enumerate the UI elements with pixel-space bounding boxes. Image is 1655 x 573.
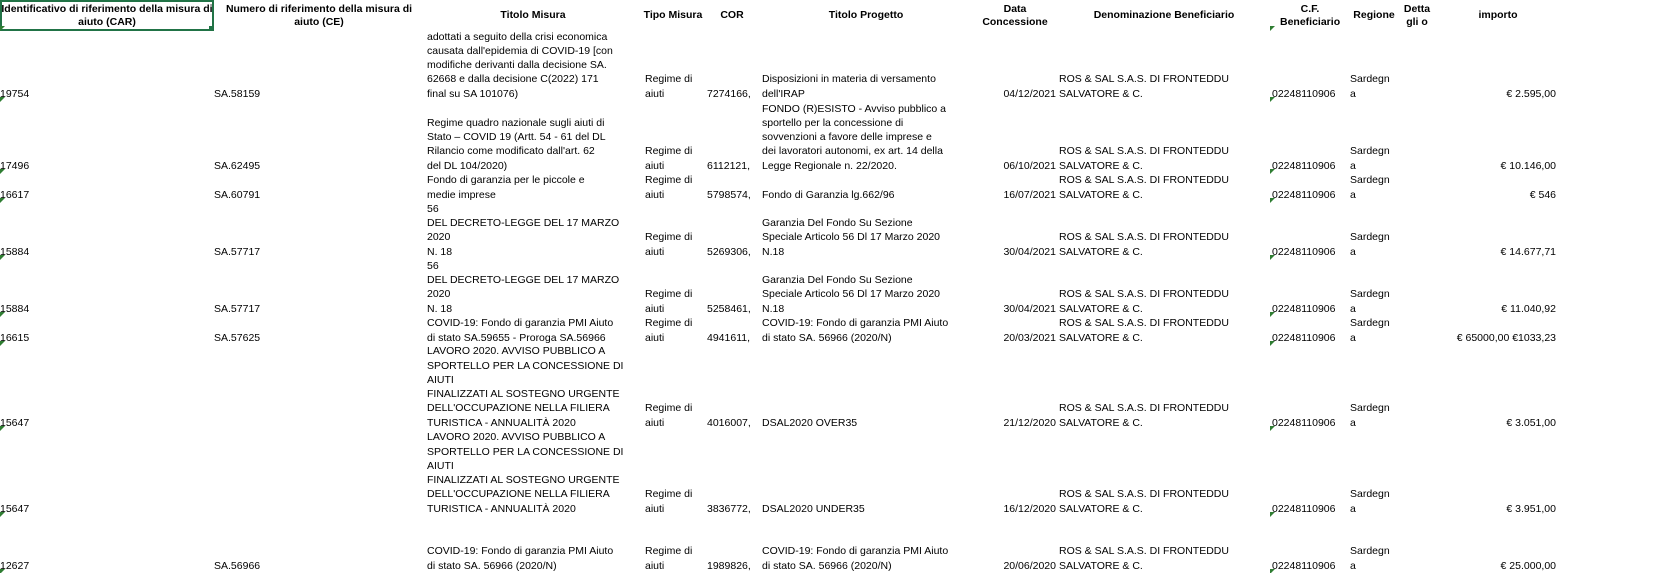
cell-cf-text: 02248110906 [1272,502,1336,515]
cell-titolo-progetto[interactable] [762,202,972,259]
table-row [0,430,1655,516]
cell-data[interactable] [972,430,1056,516]
cell-car-text: 15884 [0,245,30,258]
cell-cf[interactable] [1272,430,1350,516]
header-ce[interactable] [214,0,424,31]
cell-titolo-progetto-text: COVID-19: Fondo di garanzia PMI Aiuto di stato SA. 56966 (2020/N) [762,317,949,344]
cell-titolo-misura[interactable] [427,31,642,101]
cell-cf[interactable] [1272,316,1350,345]
cell-car-text: 16615 [0,331,30,344]
cell-titolo-progetto-text: Fondo di Garanzia lg.662/96 [762,188,895,201]
cell-car[interactable] [0,430,212,516]
table-row [0,101,1655,173]
cell-regione-text: Sardegn a [1350,488,1390,515]
cell-titolo-misura-text: LAVORO 2020. AVVISO PUBBLICO A SPORTELLO PER LA CONCESSIONE DI AIUTI FINALIZZATI AL SOSTEGNO URGENTE DELL'OCCUPAZIONE NELLA FILIERA TURISTICA - ANNUALITÀ 2020 [427,431,624,515]
cell-data[interactable] [972,516,1056,573]
cell-importo-text: € 3.951,00 [1506,502,1556,515]
header-dettagli-label: Dettagli o [1403,3,1431,28]
cell-titolo-misura-text: Fondo di garanzia per le piccole e medie imprese [427,174,585,201]
cell-importo[interactable] [1436,316,1556,345]
cell-cf-text: 02248110906 [1272,87,1336,100]
cell-regione-text: Sardegn a [1350,288,1390,315]
cell-tipo-misura-text: Regime di aiuti [645,402,693,429]
cell-data[interactable] [972,31,1056,101]
cell-denominazione-text: ROS & SAL S.A.S. DI FRONTEDDU SALVATORE & C. [1059,488,1229,515]
cell-car-text: 16617 [0,188,30,201]
cell-titolo-misura-text: Regime quadro nazionale sugli aiuti di Stato – COVID 19 (Artt. 54 - 61 del DL Rilancio come modificato dall'art. 62 del DL 104/2020) [427,116,606,172]
cell-titolo-progetto[interactable] [762,173,972,202]
cell-titolo-misura-text: COVID-19: Fondo di garanzia PMI Aiuto di stato SA.59655 - Proroga SA.56966 [427,317,614,344]
header-importo[interactable] [1436,0,1560,31]
header-cor[interactable] [704,0,760,31]
cell-cf[interactable] [1272,101,1350,173]
cell-cor-text: 5258461, [707,302,751,315]
cell-cf-text: 02248110906 [1272,416,1336,429]
cell-denominazione[interactable] [1059,516,1270,573]
cell-data-text: 30/04/2021 [1003,302,1056,315]
header-titolo-progetto-label: Titolo Progetto [828,9,904,22]
cell-tipo-misura[interactable] [645,430,705,516]
cell-tipo-misura[interactable] [645,316,705,345]
table-row [0,202,1655,259]
header-titolo-misura[interactable] [424,0,642,31]
cell-ce[interactable] [214,430,424,516]
cell-car[interactable] [0,345,212,430]
cell-denominazione[interactable] [1059,202,1270,259]
cell-data[interactable] [972,345,1056,430]
cell-titolo-progetto[interactable] [762,345,972,430]
cell-titolo-progetto[interactable] [762,316,972,345]
cell-tipo-misura-text: Regime di aiuti [645,488,693,515]
cell-cor[interactable] [707,516,760,573]
cell-titolo-misura[interactable] [427,430,642,516]
cell-data-text: 06/10/2021 [1003,159,1056,172]
cell-cf-text: 02248110906 [1272,159,1336,172]
cell-flag-icon [0,569,5,573]
cell-tipo-misura-text: Regime di aiuti [645,231,693,258]
cell-cor[interactable] [707,202,760,259]
cell-tipo-misura[interactable] [645,31,705,101]
cell-ce-text: SA.57717 [214,302,261,315]
cell-importo[interactable] [1436,345,1556,430]
cell-ce-text: SA.62495 [214,159,261,172]
header-cf-label: C.F. Beneficiario [1280,3,1341,28]
cell-regione-text: Sardegn a [1350,73,1390,100]
cell-car[interactable] [0,31,212,101]
header-tipo-misura-label: Tipo Misura [643,9,703,22]
cell-denominazione[interactable] [1059,316,1270,345]
cell-car[interactable] [0,101,212,173]
cell-regione-text: Sardegn a [1350,402,1390,429]
cell-tipo-misura-text: Regime di aiuti [645,545,693,572]
header-regione-label: Regione [1353,9,1395,22]
cell-titolo-misura[interactable] [427,516,642,573]
cell-cf[interactable] [1272,516,1350,573]
cell-car[interactable] [0,173,212,202]
cell-importo-text: € 3.051,00 [1506,416,1556,429]
cell-data[interactable] [972,101,1056,173]
cell-regione[interactable] [1350,31,1396,101]
cell-titolo-misura-text: 56 DEL DECRETO-LEGGE DEL 17 MARZO 2020 N. 18 [427,202,620,258]
cell-cf-text: 02248110906 [1272,188,1336,201]
cell-car-text: 15647 [0,416,30,429]
cell-data[interactable] [972,259,1056,316]
header-car[interactable] [0,0,214,31]
cell-ce[interactable] [214,202,424,259]
cell-regione-text: Sardegn a [1350,545,1390,572]
cell-titolo-progetto-text: FONDO (R)ESISTO - Avviso pubblico a sportello per la concessione di sovvenzioni a favore delle imprese e dei lavoratori autonomi, ex art. 14 della Legge Regionale n. 22/2020. [762,102,947,172]
cell-titolo-misura[interactable] [427,259,642,316]
cell-importo[interactable] [1436,259,1556,316]
cell-importo[interactable] [1436,516,1556,573]
cell-car[interactable] [0,516,212,573]
cell-denominazione[interactable] [1059,259,1270,316]
cell-titolo-progetto-text: COVID-19: Fondo di garanzia PMI Aiuto di stato SA. 56966 (2020/N) [762,545,949,572]
cell-regione-text: Sardegn a [1350,145,1390,172]
cell-ce-text: SA.57625 [214,331,261,344]
cell-flag-icon [1270,569,1275,573]
cell-tipo-misura[interactable] [645,345,705,430]
cell-denominazione[interactable] [1059,430,1270,516]
cell-regione[interactable] [1350,345,1396,430]
cell-titolo-misura[interactable] [427,316,642,345]
cell-titolo-misura-text: adottati a seguito della crisi economica causata dall'epidemia di COVID-19 [con modifiche derivanti dalla decisione SA. 62668 e dalla decisione C(2022) 171 final su SA 101076) [427,31,613,100]
cell-ce-text: SA.57717 [214,245,261,258]
cell-data-text: 30/04/2021 [1003,245,1056,258]
cell-titolo-progetto-text: Garanzia Del Fondo Su Sezione Speciale Articolo 56 Dl 17 Marzo 2020 N.18 [762,274,941,315]
cell-cor-text: 7274166, [707,87,751,100]
cell-titolo-progetto-text: Disposizioni in materia di versamento dell'IRAP [762,73,936,100]
header-titolo-progetto[interactable] [760,0,972,31]
cell-tipo-misura[interactable] [645,259,705,316]
cell-titolo-progetto-text: DSAL2020 UNDER35 [762,502,865,515]
cell-cf-text: 02248110906 [1272,245,1336,258]
cell-importo-text: € 546 [1529,188,1556,201]
cell-ce[interactable] [214,173,424,202]
cell-data-text: 20/06/2020 [1003,559,1056,572]
cell-tipo-misura-text: Regime di aiuti [645,174,693,201]
table-row [0,345,1655,430]
cell-importo-text: € 14.677,71 [1500,245,1556,258]
cell-tipo-misura[interactable] [645,202,705,259]
header-importo-label: importo [1478,9,1518,22]
cell-regione[interactable] [1350,173,1396,202]
cell-regione-text: Sardegn a [1350,231,1390,258]
cell-ce-text: SA.58159 [214,87,261,100]
cell-cor-text: 5269306, [707,245,751,258]
header-data[interactable] [972,0,1058,31]
cell-denominazione[interactable] [1059,173,1270,202]
cell-importo-text: € 65000,00 €1033,23 [1456,331,1556,344]
table-row [0,316,1655,345]
cell-tipo-misura[interactable] [645,173,705,202]
cell-regione-text: Sardegn a [1350,174,1390,201]
cell-titolo-progetto[interactable] [762,259,972,316]
cell-titolo-misura[interactable] [427,202,642,259]
cell-ce[interactable] [214,259,424,316]
cell-titolo-misura[interactable] [427,173,642,202]
cell-data[interactable] [972,316,1056,345]
cell-denominazione[interactable] [1059,345,1270,430]
cell-importo[interactable] [1436,202,1556,259]
cell-car[interactable] [0,316,212,345]
cell-cor-text: 6112121, [707,159,751,172]
cell-data-text: 16/12/2020 [1003,502,1056,515]
cell-cor[interactable] [707,31,760,101]
cell-importo-text: € 25.000,00 [1500,559,1556,572]
cell-cf-text: 02248110906 [1272,302,1336,315]
cell-regione[interactable] [1350,316,1396,345]
cell-cf-text: 02248110906 [1272,559,1336,572]
cell-tipo-misura-text: Regime di aiuti [645,145,693,172]
cell-denominazione-text: ROS & SAL S.A.S. DI FRONTEDDU SALVATORE & C. [1059,145,1229,172]
header-dettagli[interactable] [1398,0,1436,31]
cell-car-text: 15647 [0,502,30,515]
cell-denominazione[interactable] [1059,31,1270,101]
cell-car[interactable] [0,259,212,316]
cell-tipo-misura-text: Regime di aiuti [645,288,693,315]
cell-ce[interactable] [214,316,424,345]
cell-importo[interactable] [1436,101,1556,173]
cell-car-text: 15884 [0,302,30,315]
cell-cf[interactable] [1272,259,1350,316]
cell-titolo-progetto-text: DSAL2020 OVER35 [762,416,858,429]
cell-data-text: 20/03/2021 [1003,331,1056,344]
cell-cor[interactable] [707,173,760,202]
cell-cf-text: 02248110906 [1272,331,1336,344]
cell-cf[interactable] [1272,173,1350,202]
cell-importo[interactable] [1436,31,1556,101]
cell-regione[interactable] [1350,430,1396,516]
cell-regione[interactable] [1350,202,1396,259]
cell-titolo-misura-text: COVID-19: Fondo di garanzia PMI Aiuto di stato SA. 56966 (2020/N) [427,545,614,572]
header-tipo-misura[interactable] [642,0,704,31]
cell-cor[interactable] [707,430,760,516]
cell-car[interactable] [0,202,212,259]
cell-titolo-misura[interactable] [427,345,642,430]
header-cor-label: COR [720,9,744,22]
cell-cor-text: 4016007, [707,416,751,429]
cell-denominazione[interactable] [1059,101,1270,173]
cell-regione[interactable] [1350,259,1396,316]
cell-cor-text: 5798574, [707,188,751,201]
cell-denominazione-text: ROS & SAL S.A.S. DI FRONTEDDU SALVATORE & C. [1059,402,1229,429]
cell-denominazione-text: ROS & SAL S.A.S. DI FRONTEDDU SALVATORE & C. [1059,73,1229,100]
cell-regione[interactable] [1350,516,1396,573]
cell-denominazione-text: ROS & SAL S.A.S. DI FRONTEDDU SALVATORE & C. [1059,317,1229,344]
cell-titolo-progetto[interactable] [762,430,972,516]
cell-denominazione-text: ROS & SAL S.A.S. DI FRONTEDDU SALVATORE & C. [1059,288,1229,315]
cell-denominazione-text: ROS & SAL S.A.S. DI FRONTEDDU SALVATORE & C. [1059,174,1229,201]
cell-titolo-progetto-text: Garanzia Del Fondo Su Sezione Speciale Articolo 56 Dl 17 Marzo 2020 N.18 [762,217,941,258]
header-car-label: Identificativo di riferimento della misura di aiuto (CAR) [1,3,213,28]
cell-denominazione-text: ROS & SAL S.A.S. DI FRONTEDDU SALVATORE & C. [1059,545,1229,572]
cell-ce-text: SA.56966 [214,559,261,572]
cell-car-text: 19754 [0,87,30,100]
cell-titolo-progetto[interactable] [762,516,972,573]
cell-cor[interactable] [707,259,760,316]
cell-tipo-misura[interactable] [645,516,705,573]
cell-cor[interactable] [707,316,760,345]
cell-ce[interactable] [214,516,424,573]
cell-data-text: 04/12/2021 [1003,87,1056,100]
header-regione[interactable] [1350,0,1398,31]
header-titolo-misura-label: Titolo Misura [500,9,566,22]
cell-cf[interactable] [1272,31,1350,101]
cell-importo-text: € 10.146,00 [1500,159,1556,172]
cell-titolo-progetto[interactable] [762,101,972,173]
header-row [0,0,1655,31]
cell-data[interactable] [972,202,1056,259]
cell-car-text: 17496 [0,159,30,172]
header-ce-label: Numero di riferimento della misura di aiuto (CE) [225,3,413,28]
cell-cor-text: 3836772, [707,502,751,515]
cell-importo-text: € 2.595,00 [1506,87,1556,100]
table-row [0,31,1655,101]
cell-ce[interactable] [214,345,424,430]
cell-regione[interactable] [1350,101,1396,173]
cell-cor-text: 4941611, [707,331,751,344]
header-denominazione[interactable] [1058,0,1270,31]
cell-data-text: 16/07/2021 [1003,188,1056,201]
cell-importo-text: € 11.040,92 [1501,302,1556,315]
header-data-label: Data Concessione [982,3,1048,28]
cell-tipo-misura-text: Regime di aiuti [645,317,693,344]
cell-titolo-progetto[interactable] [762,31,972,101]
cell-cf[interactable] [1272,202,1350,259]
cell-importo[interactable] [1436,173,1556,202]
cell-tipo-misura[interactable] [645,101,705,173]
cell-cor[interactable] [707,345,760,430]
cell-ce[interactable] [214,101,424,173]
cell-data-text: 21/12/2020 [1003,416,1056,429]
cell-regione-text: Sardegn a [1350,317,1390,344]
cell-titolo-misura-text: 56 DEL DECRETO-LEGGE DEL 17 MARZO 2020 N. 18 [427,259,620,315]
cell-titolo-misura-text: LAVORO 2020. AVVISO PUBBLICO A SPORTELLO PER LA CONCESSIONE DI AIUTI FINALIZZATI AL SOSTEGNO URGENTE DELL'OCCUPAZIONE NELLA FILIERA TURISTICA - ANNUALITÀ 2020 [427,345,624,429]
table-row [0,173,1655,202]
header-denominazione-label: Denominazione Beneficiario [1093,9,1235,22]
cell-cf[interactable] [1272,345,1350,430]
cell-ce[interactable] [214,31,424,101]
cell-denominazione-text: ROS & SAL S.A.S. DI FRONTEDDU SALVATORE & C. [1059,231,1229,258]
cell-cor-text: 1989826, [707,559,751,572]
cell-importo[interactable] [1436,430,1556,516]
table-row [0,516,1655,573]
cell-car-text: 12627 [0,559,30,572]
cell-ce-text: SA.60791 [214,188,261,201]
cell-tipo-misura-text: Regime di aiuti [645,73,693,100]
table-row [0,259,1655,316]
cell-data[interactable] [972,173,1056,202]
cell-cor[interactable] [707,101,760,173]
header-cf[interactable] [1270,0,1350,31]
cell-titolo-misura[interactable] [427,101,642,173]
